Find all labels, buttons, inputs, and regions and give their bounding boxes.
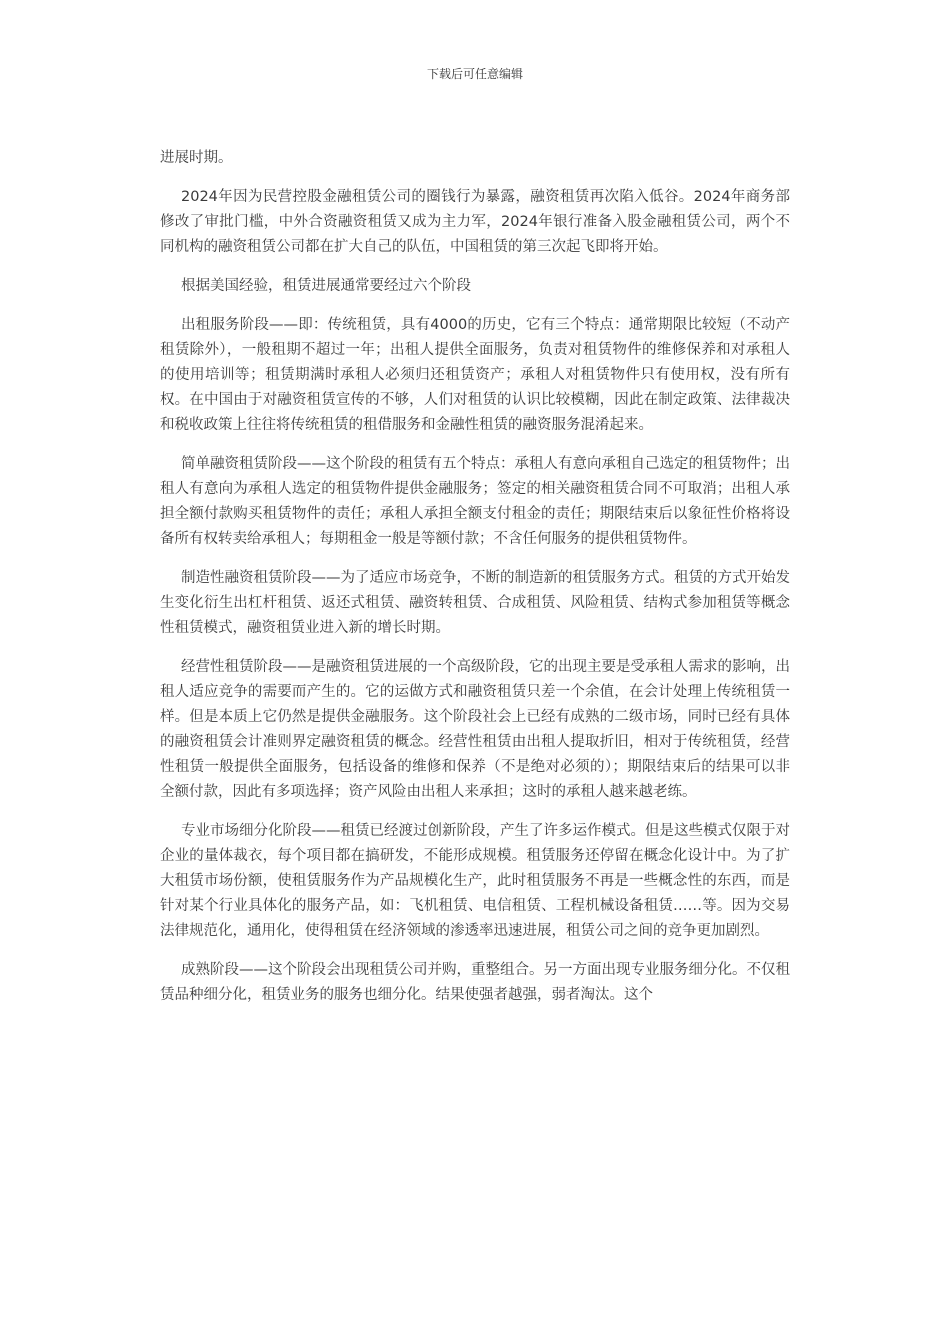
paragraph-2024-history: 2024年因为民营控股金融租赁公司的圈钱行为暴露，融资租赁再次陷入低谷。2024年商务部修改了审批门槛，中外合资融资租赁又成为主力军，2024年银行准备入股金融租赁公司，两个不同机构的融资租赁公司都在扩大自己的队伍，中国租赁的第三次起飞即将开始。 <box>160 189 790 255</box>
document-body <box>160 146 790 1008</box>
paragraph-continuation: 进展时期。 <box>160 150 233 166</box>
paragraph-operating-lease-stage: 经营性租赁阶段——是融资租赁进展的一个高级阶段，它的出现主要是受承租人需求的影响，出租人适应竞争的需要而产生的。它的运做方式和融资租赁只差一个余值，在会计处理上传统租赁一样。但是本质上它仍然是提供金融服务。这个阶段社会上已经有成熟的二级市场，同时已经有具体的融资租赁会计准则界定融资租赁的概念。经营性租赁由出租人提取折旧，相对于传统租赁，经营性租赁一般提供全面服务，包括设备的维修和保养（不是绝对必须的）；期限结束后的结果可以非全额付款，因此有多项选择；资产风险由出租人来承担；这时的承租人越来越老练。 <box>160 659 790 800</box>
paragraph-creative-finance-lease-stage: 制造性融资租赁阶段——为了适应市场竞争，不断的制造新的租赁服务方式。租赁的方式开始发生变化衍生出杠杆租赁、返还式租赁、融资转租赁、合成租赁、风险租赁、结构式参加租赁等概念性租赁模式，融资租赁业进入新的增长时期。 <box>160 570 790 636</box>
paragraph-simple-finance-lease-stage: 简单融资租赁阶段——这个阶段的租赁有五个特点：承租人有意向承租自己选定的租赁物件；出租人有意向为承租人选定的租赁物件提供金融服务；签定的相关融资租赁合同不可取消；出租人承担全额付款购买租赁物件的责任；承租人承担全额支付租金的责任；期限结束后以象征性价格将设备所有权转卖给承租人；每期租金一般是等额付款；不含任何服务的提供租赁物件。 <box>160 456 790 547</box>
paragraph-rental-service-stage: 出租服务阶段——即：传统租赁，具有4000的历史，它有三个特点：通常期限比较短（不动产租赁除外），一般租期不超过一年；出租人提供全面服务，负责对租赁物件的维修保养和对承租人的使用培训等；租赁期满时承租人必须归还租赁资产；承租人对租赁物件只有使用权，没有所有权。在中国由于对融资租赁宣传的不够，人们对租赁的认识比较模糊，因此在制定政策、法律裁决和税收政策上往往将传统租赁的租借服务和金融性租赁的融资服务混淆起来。 <box>160 317 790 433</box>
page-header-note: 下载后可任意编辑 <box>426 67 523 81</box>
paragraph-us-experience: 根据美国经验，租赁进展通常要经过六个阶段 <box>181 278 471 294</box>
paragraph-mature-stage: 成熟阶段——这个阶段会出现租赁公司并购，重整组合。另一方面出现专业服务细分化。不仅租赁品种细分化，租赁业务的服务也细分化。结果使强者越强，弱者淘汰。这个 <box>160 962 790 1003</box>
paragraph-market-segmentation-stage: 专业市场细分化阶段——租赁已经渡过创新阶段，产生了许多运作模式。但是这些模式仅限于对企业的量体裁衣，每个项目都在搞研发，不能形成规模。租赁服务还停留在概念化设计中。为了扩大租赁市场份额，使租赁服务作为产品规模化生产，此时租赁服务不再是一些概念性的东西，而是针对某个行业具体化的服务产品，如：飞机租赁、电信租赁、工程机械设备租赁……等。因为交易法律规范化，通用化，使得租赁在经济领域的渗透率迅速进展，租赁公司之间的竞争更加剧烈。 <box>160 823 790 939</box>
